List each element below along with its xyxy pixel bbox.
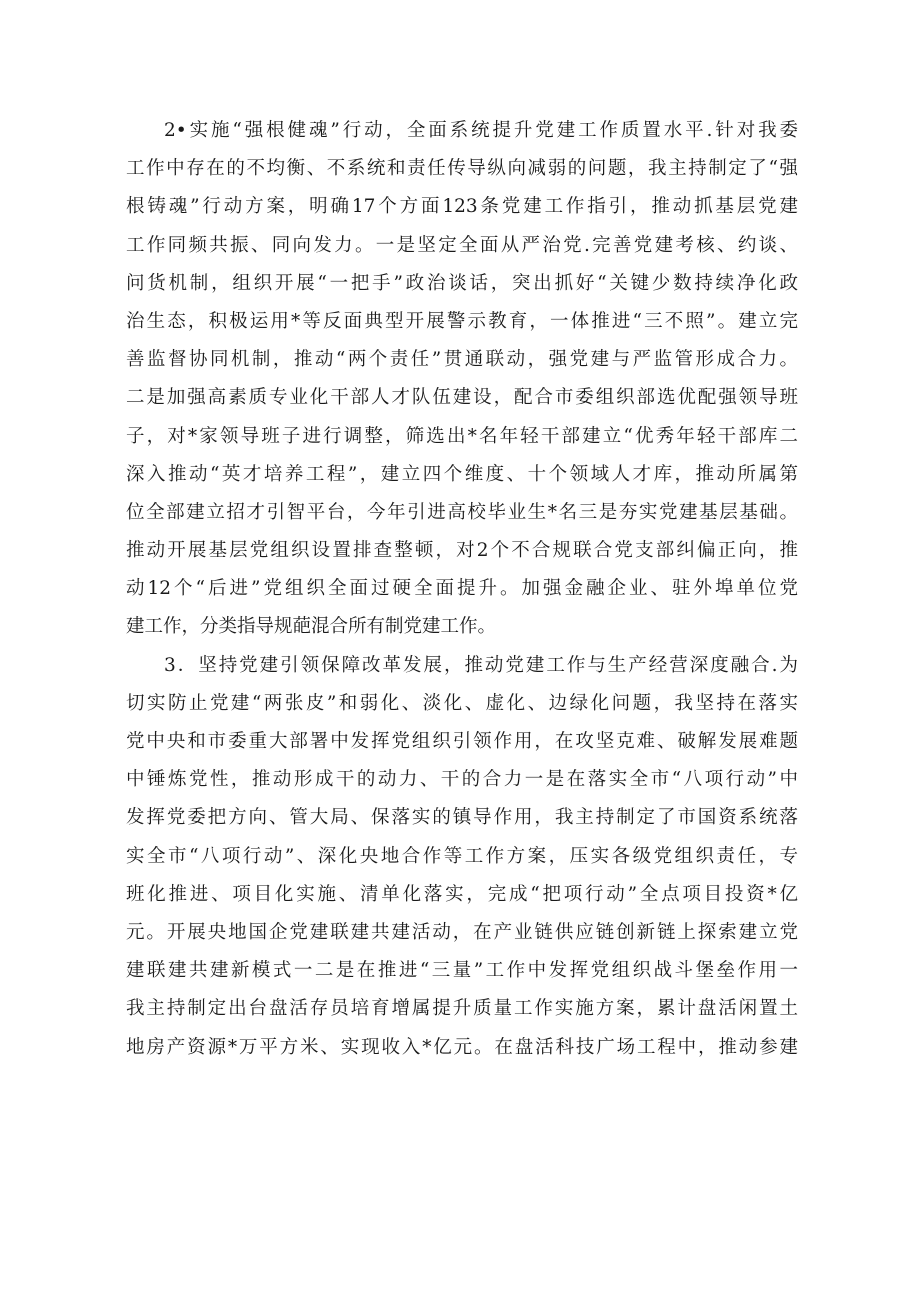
- text-line: 根铸魂”行动方案，明确17个方面123条党建工作指引，推动抓基层党建: [126, 196, 798, 218]
- text-line: 深入推动“英才培养工程”，建立四个维度、十个领域人才库，推动所属第: [126, 463, 798, 485]
- document-body: [126, 112, 798, 1067]
- text-line: 子，对*家领导班子进行调整，筛选出*名年轻干部建立“优秀年轻干部库二: [126, 425, 798, 447]
- text-line: 工作中存在的不均衡、不系统和责任传导纵向减弱的问题，我主持制定了“强: [126, 158, 798, 180]
- text-line: 元。开展央地国企党建联建共建活动，在产业链供应链创新链上探索建立党: [126, 921, 798, 943]
- text-line: 动12个“后进”党组织全面过硬全面提升。加强金融企业、驻外埠单位党: [126, 578, 798, 600]
- text-line: 班化推进、项目化实施、清单化落实，完成“把项行动”全点项目投资*亿: [126, 883, 798, 905]
- text-line: 治生态，积极运用*等反面典型开展警示教育，一体推进“三不照”。建立完: [126, 310, 798, 332]
- text-line: 发挥党委把方向、管大局、保落实的镇导作用，我主持制定了市国资系统落: [126, 807, 798, 829]
- text-line: 中锤炼党性，推动形成干的动力、干的合力一是在落实全市“八项行动”中: [126, 769, 798, 791]
- text-line: 3．坚持党建引领保障改革发展，推动党建工作与生产经营深度融合.为: [164, 654, 798, 676]
- text-line: 建工作，分类指导规葩混合所有制党建工作。: [126, 616, 497, 638]
- text-line: 位全部建立招才引智平台，今年引进高校毕业生*名三是夯实党建基层基础。: [126, 501, 798, 523]
- text-line: 党中央和市委重大部署中发挥党组织引领作用，在攻坚克难、破解发展难题: [126, 731, 798, 752]
- text-line: 2•实施“强根健魂”行动，全面系统提升党建工作质置水平.针对我委: [164, 120, 798, 141]
- text-line: 地房产资源*万平方米、实现收入*亿元。在盘活科技广场工程中，推动参建: [126, 1036, 798, 1058]
- paragraph-section-2: [126, 112, 798, 647]
- text-line: 我主持制定出台盘活存员培育增属提升质量工作实施方案，累计盘活闲置土: [126, 998, 798, 1020]
- text-line: 善监督协同机制，推动“两个责任”贯通联动，强党建与严监管形成合力。: [126, 349, 798, 371]
- text-line: 推动开展基层党组织设置排查整顿，对2个不合规联合党支部纠偏正向，推: [126, 540, 798, 562]
- text-line: 问货机制，组织开展“一把手”政治谈话，突出抓好“关键少数持续净化政: [126, 272, 798, 294]
- paragraph-section-3: [126, 647, 798, 1067]
- text-line: 切实防止党建“两张皮”和弱化、淡化、虚化、边绿化问题，我坚持在落实: [126, 692, 798, 714]
- text-line: 工作同频共振、同向发力。一是坚定全面从严治党.完善党建考核、约谈、: [126, 234, 798, 256]
- text-line: 建联建共建新模式一二是在推进“三量”工作中发挥党组织战斗堡垒作用一: [126, 960, 798, 982]
- text-line: 实全市“八项行动”、深化央地合作等工作方案，压实各级党组织责任，专: [126, 845, 798, 867]
- text-line: 二是加强高素质专业化干部人才队伍建设，配合市委组织部选优配强领导班: [126, 387, 798, 409]
